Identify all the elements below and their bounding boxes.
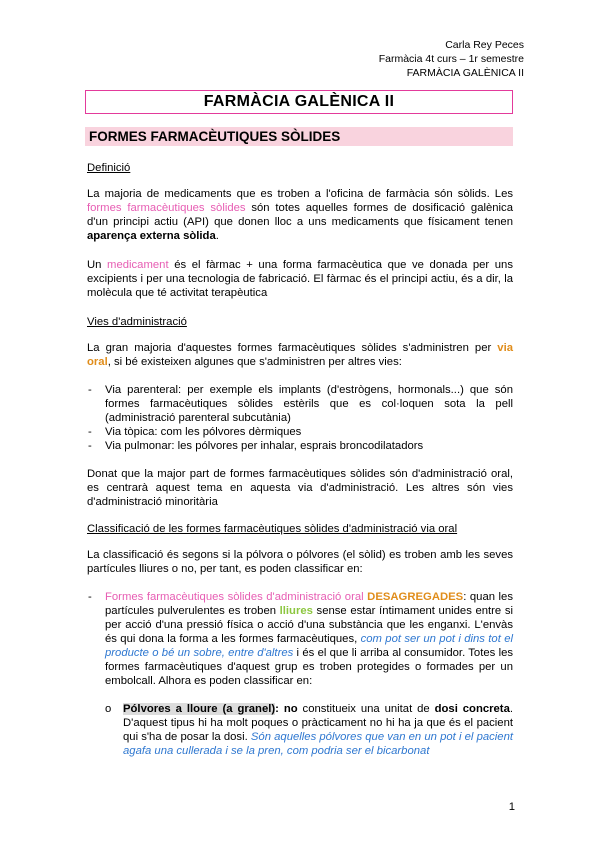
text-run: Un: [87, 259, 108, 271]
header-author: Carla Rey Peces: [445, 39, 524, 51]
term-formes-desagregades: Formes farmacèutiques sòlides d'administració oral: [105, 591, 368, 603]
desagregades-sublist: [105, 702, 513, 758]
paragraph-vies-1: [87, 341, 513, 369]
example-text: Són aquelles pólvores que van en un pot i el pacient agafa una cullerada i se la pren, com podria ser el bicarbonat: [123, 731, 513, 757]
paragraph-vies-2: Donat que la major part de formes farmacèutiques sòlides són d'administració oral, es centrarà aquest tema en aquesta via d'administració. Les altres són vies d'administració minoritària: [87, 468, 513, 508]
text-run: La majoria de medicaments que es troben a l'oficina de farmàcia són sòlids. Les: [87, 188, 513, 200]
term-medicament: medicament: [107, 259, 169, 271]
heading-vies: Vies d'administració: [87, 316, 187, 328]
term-desagregades: DESAGREGADES: [367, 591, 464, 603]
list-item-text: Via parenteral: per exemple els implants (d'estrògens, hormonals...) que són formes farmacèutiques sòlides estèrils que es col·loquen sota la pell (administració parenteral subcutània): [105, 384, 513, 424]
classificacio-list: [87, 590, 513, 688]
example-text: com pot ser un pot i dins tot el producte o bé un sobre, entre d'altres: [105, 633, 513, 659]
text-run: :: [275, 703, 284, 715]
paragraph-definicio-2: [87, 258, 513, 300]
term-formes-farmaceutiques: formes farmacèutiques sòlides: [87, 202, 246, 214]
section-title: FORMES FARMACÈUTIQUES SÒLIDES: [85, 127, 513, 146]
heading-definicio: Definició: [87, 162, 131, 174]
page-number: 1: [508, 801, 515, 813]
text-run: són totes aquelles formes de dosificació galènica d'un principi actiu (API) que donen lloc a uns medicaments que físicament tenen: [87, 202, 513, 228]
header-subject: FARMÀCIA GALÈNICA II: [406, 67, 524, 79]
header-course: Farmàcia 4t curs – 1r semestre: [378, 53, 524, 65]
text-run: .: [215, 230, 219, 242]
text-run: , si bé existeixen algunes que s'administren per altres vies:: [107, 356, 402, 368]
list-item-text: Via tòpica: com les pólvores dèrmiques: [105, 426, 302, 438]
term-dosi-concreta: dosi concreta: [434, 703, 510, 715]
text-run: : quan les partícules pulverulentes es troben: [105, 591, 513, 617]
list-item: - Formes farmacèutiques sòlides d'administració oral DESAGREGADES: quan les partícules pulverulentes es troben lliures sense estar íntimament unides entre si per acció d'una pressió física o acció d'una substància que les enganxi. L'envàs és qui dona la forma a les formes farmacèutiques, com pot ser un pot i dins tot el producte o bé un sobre, entre d'altres i és el que li arriba al consumidor. Totes les formes farmacèutiques d'aquest grup es troben protegides o formades per un embolcall. Alhora es poden classificar en:: [88, 591, 514, 687]
vies-list: [87, 383, 513, 453]
list-item-text: Via pulmonar: les pólvores per inhalar, esprais broncodilatadors: [105, 440, 424, 452]
term-no: no: [283, 703, 298, 715]
list-item: - Via tòpica: com les pólvores dèrmiques: [88, 426, 302, 438]
term-lliures: lliures: [279, 605, 313, 617]
list-item: o Pólvores a lloure (a granel): no constitueix una unitat de dosi concreta. D'aquest tipus hi ha molt poques o pràcticament no hi ha ja que és el pacient qui s'ha de posar la dosi. Són aquelles pólvores que van en un pot i el pacient agafa una cullerada i se la pren, com podria ser el bicarbonat: [105, 703, 513, 757]
term-aparenca-solida: aparença externa sòlida: [87, 230, 216, 242]
text-run: La gran majoria d'aquestes formes farmacèutiques sòlides s'administren per: [87, 342, 498, 354]
heading-classificacio: Classificació de les formes farmacèutiques sòlides d'administració via oral: [87, 523, 458, 535]
text-run: i és el que li arriba al consumidor. Totes les formes farmacèutiques d'aquest grup es troben protegides o formades per un embolcall. Alhora es poden classificar en:: [105, 647, 514, 687]
page-header: [379, 38, 524, 80]
text-run: sense estar íntimament unides entre si per acció d'una pressió física o acció d'una substància que les enganxi. L'envàs és qui dona la forma a les formes farmacèutiques,: [105, 605, 513, 645]
document-title: FARMÀCIA GALÈNICA II: [85, 90, 513, 114]
list-item: - Via pulmonar: les pólvores per inhalar, esprais broncodilatadors: [88, 440, 424, 452]
term-via-oral: via oral: [87, 342, 513, 368]
list-item: - Via parenteral: per exemple els implants (d'estrògens, hormonals...) que són formes farmacèutiques sòlides estèrils que es col·loquen sota la pell (administració parenteral subcutània): [88, 384, 513, 424]
text-run: constitueix una unitat de: [297, 703, 435, 715]
paragraph-definicio-1: [87, 187, 513, 243]
paragraph-classificacio-1: La classificació és segons si la pólvora o pólvores (el sòlid) es troben amb les seves partícules lliures o no, per tant, es poden classificar en:: [87, 549, 513, 575]
text-run: . D'aquest tipus hi ha molt poques o pràcticament no hi ha ja que és el pacient qui s'ha de posar la dosi.: [123, 703, 513, 743]
text-run: és el fàrmac + una forma farmacèutica que ve donada per uns excipients i per una tecnologia de fabricació. El fàrmac és el principi actiu, és a dir, la molècula que té activitat terapèutica: [87, 259, 513, 299]
term-polvores-a-lloure: Pólvores a lloure (a granel): [123, 703, 276, 715]
